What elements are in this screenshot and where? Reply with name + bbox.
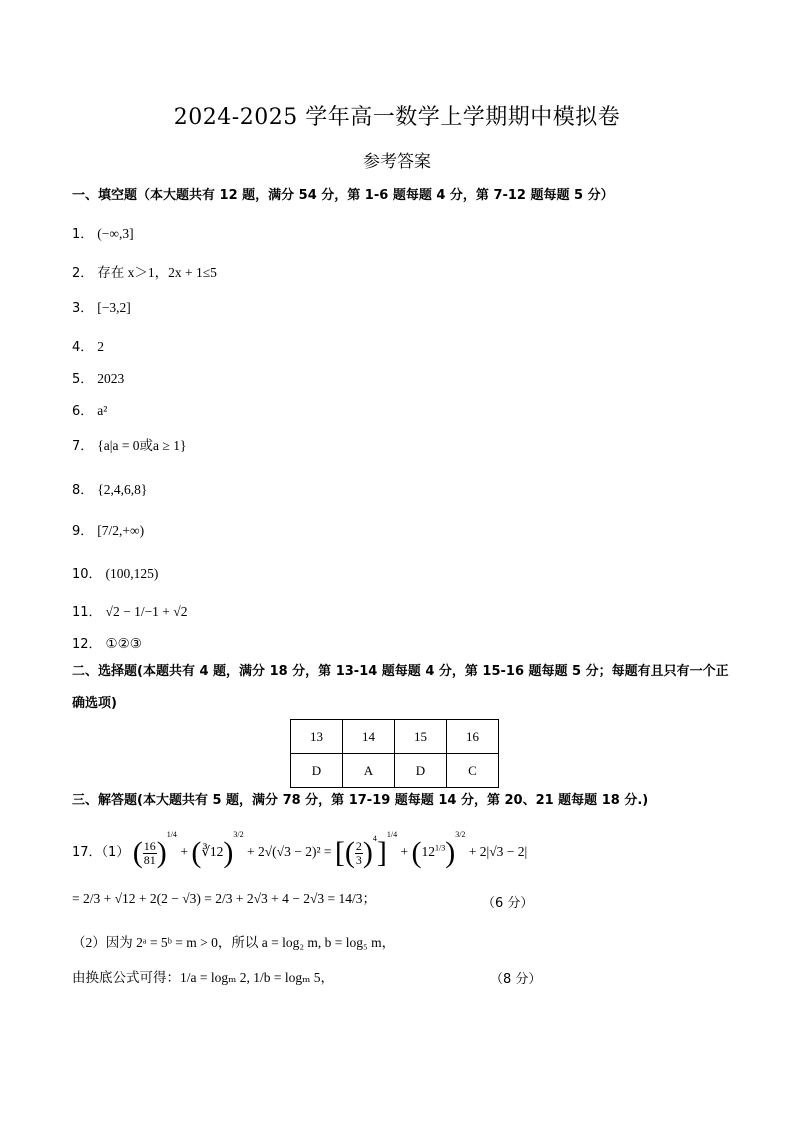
answer-number: 4． (72, 340, 94, 355)
answer-text: √2 − 1/−1 + √2 (105, 604, 188, 619)
table-cell: D (395, 754, 447, 788)
table-cell: 13 (291, 720, 343, 754)
answer-text: [−3,2] (97, 300, 131, 315)
q17-line4: 由换底公式可得：1/a = logₘ 2, 1/b = logₘ 5， (72, 970, 335, 985)
answer-line (72, 261, 217, 281)
answer-number: 5． (72, 372, 94, 387)
answer-number: 10． (72, 567, 102, 582)
q17-line1: 17．（1） ( $\frac{16}{81}$ )$^{1/4}$ + (∛12)$^{3/2}$ + 2√(√3 − 2)² = [( $\frac{2}{3}$ )$^4]^{1/4} + (12^{1/3})^{3/2} + 2|√3 - 2|$ (72, 829, 528, 869)
answer-line (72, 633, 142, 652)
answer-line (72, 434, 186, 454)
answer-number: 8． (72, 483, 94, 498)
answer-number: 1． (72, 227, 94, 242)
table-cell: 16 (447, 720, 499, 754)
answer-text: a² (97, 403, 108, 418)
section3-heading: 三、解答题(本大题共有 5 题，满分 78 分，第 17-19 题每题 14 分，第 20、21 题每题 18 分.) (72, 793, 649, 808)
page-subtitle: 参考答案 (363, 152, 431, 172)
answer-line (72, 520, 144, 539)
table-cell: 15 (395, 720, 447, 754)
q17-score2: （8 分） (490, 972, 542, 987)
choice-answer-table (290, 719, 499, 788)
answer-line (72, 368, 124, 387)
table-cell: D (291, 754, 343, 788)
answer-line (72, 336, 104, 355)
answer-number: 6． (72, 404, 94, 419)
answer-number: 7． (72, 439, 94, 454)
section2-heading-line1: 二、选择题(本题共有 4 题，满分 18 分，第 13-14 题每题 4 分，第 15-16 题每题 5 分；每题有且只有一个正 (72, 664, 729, 679)
q17-label: 17．（1） (72, 845, 130, 861)
q17-part2: （2）因为 2ᵃ = 5ᵇ = m > 0，所以 a = log₂ m, b = log₅ m， (72, 935, 396, 950)
q17-line2: = 2/3 + √12 + 2(2 − √3) = 2/3 + 2√3 + 4 − 2√3 = 14/3； (72, 891, 377, 906)
answer-line (72, 223, 134, 242)
answer-number: 12． (72, 637, 102, 652)
answer-line (72, 601, 187, 620)
answer-text: {2,4,6,8} (97, 482, 148, 497)
answer-line (72, 563, 158, 582)
answer-line (72, 479, 147, 498)
answer-text: [7/2,+∞) (97, 523, 145, 538)
answer-text: {a|a = 0或a ≥ 1} (97, 438, 187, 453)
answer-text: ①②③ (105, 636, 142, 651)
table-cell: C (447, 754, 499, 788)
page-title: 2024-2025 学年高一数学上学期期中模拟卷 (173, 105, 621, 130)
answer-number: 9． (72, 524, 94, 539)
answer-number: 11． (72, 605, 102, 620)
answer-text: 2 (97, 339, 105, 354)
answer-line (72, 400, 107, 419)
answer-number: 2． (72, 266, 94, 281)
table-row-questions (291, 720, 499, 754)
answer-number: 3． (72, 301, 94, 316)
section2-heading-line2: 确选项) (72, 696, 117, 711)
answer-text: 2023 (97, 371, 125, 386)
q17-score1: （6 分） (482, 896, 534, 911)
table-cell: 14 (343, 720, 395, 754)
answer-text: (−∞,3] (97, 226, 134, 241)
answer-text: (100,125) (105, 566, 159, 581)
section1-heading: 一、填空题（本大题共有 12 题，满分 54 分，第 1-6 题每题 4 分，第 7-12 题每题 5 分） (72, 188, 614, 203)
table-row-answers (291, 754, 499, 788)
table-cell: A (343, 754, 395, 788)
answer-line (72, 297, 131, 316)
answer-text: 存在 x＞1，2x + 1≤5 (97, 265, 217, 280)
